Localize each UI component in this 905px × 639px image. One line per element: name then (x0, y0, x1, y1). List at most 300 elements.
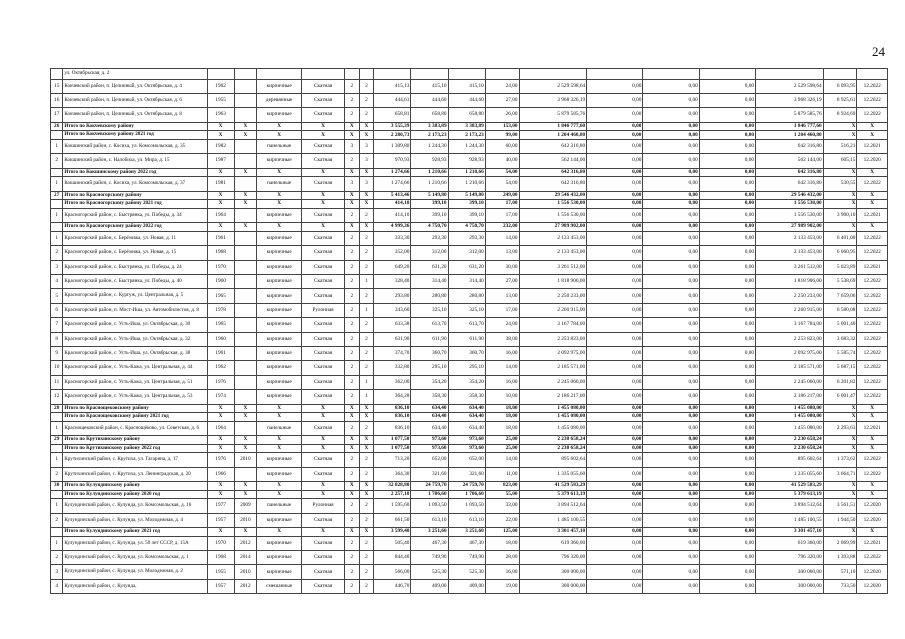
table-cell: 2 260 915,00 (756, 303, 824, 317)
table-cell: 2 (359, 231, 374, 245)
table-cell: 1 706,60 (411, 490, 448, 499)
table-cell: 6 401,00 (823, 231, 857, 245)
table-cell: панельные (257, 139, 302, 153)
table-cell: 24,00 (485, 79, 519, 93)
table-cell: Скатная (302, 208, 345, 222)
table-cell: 409,00 (448, 579, 485, 593)
table-cell (374, 69, 411, 80)
table-cell: X (359, 131, 374, 140)
table-cell: X (857, 122, 888, 131)
table-cell: X (257, 404, 302, 413)
table-cell: 2 (51, 551, 63, 565)
table-cell: X (257, 444, 302, 453)
table-cell: 0,00 (587, 565, 643, 579)
table-cell: 1 (51, 208, 63, 222)
table-cell: Скатная (302, 108, 345, 122)
table-cell: 525,30 (411, 565, 448, 579)
table-cell: 27,00 (485, 275, 519, 289)
table-cell: 0,00 (643, 579, 699, 593)
table-cell: 12.2021 (857, 536, 888, 550)
table-cell: X (302, 404, 345, 413)
table-cell: 2 (359, 565, 374, 579)
table-cell: 3 261 512,00 (756, 260, 824, 274)
table-cell: Скатная (302, 467, 345, 481)
table-cell: 0,00 (587, 177, 643, 191)
table-cell: 12.2022 (857, 231, 888, 245)
table-cell: 571,10 (823, 565, 857, 579)
table-cell: 2012 (234, 579, 257, 593)
table-cell: 314,40 (448, 275, 485, 289)
table-cell: Красногорский район, с. Усть-Иша, ул. Октябрьская, д. 38 (63, 347, 207, 361)
table-cell (823, 69, 857, 80)
table-cell: 562 144,00 (756, 154, 824, 168)
table-cell: 2 (344, 79, 359, 93)
table-cell: X (823, 131, 857, 140)
table-cell: Кокчевский район, п. Целинный, ул. Октябрьская, д. 6 (63, 93, 207, 107)
table-cell: 562 144,00 (519, 154, 587, 168)
table-cell: деревянные (257, 93, 302, 107)
table-cell: 3 (51, 565, 63, 579)
table-cell (234, 231, 257, 245)
table-cell: 0,00 (643, 131, 699, 140)
table-cell: X (302, 131, 345, 140)
year-subtotal-row (51, 413, 888, 422)
table-cell: кирпичные (257, 154, 302, 168)
table-cell: X (207, 436, 234, 445)
table-cell (234, 177, 257, 191)
table-cell: 658,80 (411, 108, 448, 122)
table-cell: 333,30 (374, 231, 411, 245)
table-cell: 2 (344, 390, 359, 404)
table-cell: 32 828,80 (374, 482, 411, 491)
table-cell: Скатная (302, 154, 345, 168)
table-cell: Кокшинский район, с. Налобиха, ул. Мира, д. 15 (63, 154, 207, 168)
table-cell: 5 149,80 (448, 191, 485, 200)
table-cell: 14,00 (485, 453, 519, 467)
table-cell: 1960 (207, 332, 234, 346)
table-cell (234, 361, 257, 375)
table-cell: 0,00 (699, 513, 755, 527)
table-cell: Кулундинский район, с. Кулунда, ул. 50 лет СССР, д. 15А (63, 536, 207, 550)
table-cell: 12.2020 (857, 499, 888, 513)
table-cell: 2 (359, 260, 374, 274)
table-cell: 0,00 (643, 413, 699, 422)
table-cell: 12.2022 (857, 453, 888, 467)
table-cell: 2 250 233,00 (519, 289, 587, 303)
table-cell: X (359, 168, 374, 177)
table-cell: X (344, 404, 359, 413)
table-cell: 3 (51, 260, 63, 274)
table-cell: X (857, 200, 888, 209)
table-cell: 1957 (207, 579, 234, 593)
table-cell: 1 335 055,60 (519, 467, 587, 481)
table-cell: 300 000,00 (756, 565, 824, 579)
table-row (51, 347, 888, 361)
table-cell: 2 (344, 579, 359, 593)
table-cell: 0,00 (699, 200, 755, 209)
table-cell: 12.2022 (857, 303, 888, 317)
table-cell: 0,00 (643, 246, 699, 260)
table-cell: 0,00 (699, 404, 755, 413)
table-cell: 1970 (207, 536, 234, 550)
table-cell: 1 210,66 (448, 177, 485, 191)
table-cell: X (207, 200, 234, 209)
table-cell (51, 490, 63, 499)
table-cell: 27 989 902,00 (756, 223, 824, 232)
table-cell: 0,00 (699, 191, 755, 200)
table-cell: 0,00 (643, 79, 699, 93)
table-cell: 22,00 (485, 513, 519, 527)
table-cell (234, 375, 257, 389)
table-row (51, 154, 888, 168)
table-cell: 12.2022 (857, 375, 888, 389)
table-cell: 0,00 (587, 453, 643, 467)
table-cell (51, 131, 63, 140)
table-cell: 0,00 (587, 79, 643, 93)
table-cell: 300 000,00 (519, 565, 587, 579)
table-cell: 29 546 432,00 (519, 191, 587, 200)
table-cell: 293,30 (411, 231, 448, 245)
table-cell: Кулундинский район, с. Кулунда, (63, 579, 207, 593)
table-cell: 844,40 (374, 551, 411, 565)
table-cell: 0,00 (699, 275, 755, 289)
table-cell: 0,00 (643, 482, 699, 491)
table-cell: 352,00 (374, 246, 411, 260)
table-cell: 364,28 (374, 390, 411, 404)
table-cell: 0,00 (587, 579, 643, 593)
table-cell: 444,61 (374, 93, 411, 107)
table-cell: 2 (344, 361, 359, 375)
table-cell (51, 69, 63, 80)
table-cell: 2 (344, 536, 359, 550)
table-cell: X (257, 482, 302, 491)
table-cell: 0,00 (587, 303, 643, 317)
table-cell: 3 (359, 139, 374, 153)
table-cell: 293,30 (448, 231, 485, 245)
table-row (51, 108, 888, 122)
table-cell (234, 421, 257, 435)
table-cell: Скатная (302, 390, 345, 404)
table-cell: Итого по Краснощековскому району (63, 404, 207, 413)
table-cell: Красногорский район, с. Усть-Иша, ул. Октябрьская, д. 30 (63, 318, 207, 332)
table-cell: 5 879 585,76 (519, 108, 587, 122)
table-cell: 358,30 (448, 390, 485, 404)
table-cell: Скатная (302, 361, 345, 375)
table-cell: 1965 (207, 318, 234, 332)
table-cell: Итого по Краснощековскому району 2021 год (63, 413, 207, 422)
table-cell: 12 (51, 390, 63, 404)
table-cell: 631,20 (411, 260, 448, 274)
table-cell: 5 413,46 (374, 191, 411, 200)
table-cell: 16,00 (485, 375, 519, 389)
table-cell: 0,00 (699, 93, 755, 107)
table-cell: 4 750,70 (411, 223, 448, 232)
table-cell: 634,40 (448, 421, 485, 435)
table-cell: 1974 (207, 390, 234, 404)
table-cell: X (823, 490, 857, 499)
table-cell: 12.2022 (857, 390, 888, 404)
table-cell: 0,00 (699, 551, 755, 565)
table-cell: 3 599,40 (374, 528, 411, 537)
table-cell (234, 347, 257, 361)
table-cell: 293,80 (374, 289, 411, 303)
table-cell: 18,00 (485, 421, 519, 435)
table-cell: X (857, 404, 888, 413)
table-cell: 2 (344, 246, 359, 260)
table-cell: 1 706,60 (448, 490, 485, 499)
table-cell: Кулундинский район, с. Кулунда, ул. Комсомольская, д. 16 (63, 499, 207, 513)
table-cell: кирпичные (257, 536, 302, 550)
table-cell: X (234, 482, 257, 491)
table-cell: 642 316,80 (519, 177, 587, 191)
table-cell: X (302, 168, 345, 177)
table-cell: 613,70 (411, 318, 448, 332)
table-cell: 1 455 080,00 (519, 404, 587, 413)
table-cell: 2 (359, 332, 374, 346)
table-cell: 3 968 326,19 (756, 93, 824, 107)
table-cell: X (344, 191, 359, 200)
table-row (51, 208, 888, 222)
table-cell: 0,00 (587, 318, 643, 332)
table-cell: 1 210,66 (411, 177, 448, 191)
table-cell: 9 (51, 347, 63, 361)
table-cell: 409,00 (411, 579, 448, 593)
district-total-row (51, 404, 888, 413)
table-row (51, 93, 888, 107)
table-cell: 2 (51, 154, 63, 168)
table-cell: 4 750,70 (448, 223, 485, 232)
table-cell: 0,00 (587, 231, 643, 245)
table-cell: 0,00 (699, 289, 755, 303)
table-cell: 2 253 823,00 (756, 332, 824, 346)
table-cell (207, 69, 234, 80)
table-cell: X (344, 413, 359, 422)
table-cell: кирпичные (257, 565, 302, 579)
table-cell: 12.2022 (857, 289, 888, 303)
table-row (51, 551, 888, 565)
table-cell: кирпичные (257, 551, 302, 565)
table-cell: 467,30 (411, 536, 448, 550)
table-cell: 0,00 (699, 79, 755, 93)
table-cell: 3 683,32 (823, 332, 857, 346)
table-cell: 0,00 (587, 436, 643, 445)
table-cell: X (257, 131, 302, 140)
table-cell: 613,10 (448, 513, 485, 527)
table-cell: X (344, 131, 359, 140)
table-cell: 652,00 (448, 453, 485, 467)
table-cell: 1981 (207, 177, 234, 191)
table-cell: 642 316,80 (519, 139, 587, 153)
table-cell: 0,00 (699, 467, 755, 481)
table-cell: 713,20 (374, 453, 411, 467)
table-cell: Кокчевский район, п. Целинный, ул. Октябрьская, д. 4 (63, 79, 207, 93)
table-cell: Итого по Красногорскому району 2021 год (63, 200, 207, 209)
table-cell: 399,10 (411, 200, 448, 209)
table-cell (257, 69, 302, 80)
table-cell: 0,00 (699, 139, 755, 153)
table-cell: 2 (344, 453, 359, 467)
table-cell: 414,10 (374, 208, 411, 222)
table-cell: 354,20 (411, 375, 448, 389)
table-cell: 0,00 (699, 579, 755, 593)
table-cell: X (359, 528, 374, 537)
table-cell: 1960 (207, 275, 234, 289)
table-cell: X (857, 528, 888, 537)
table-row (51, 499, 888, 513)
table-cell: 153,00 (485, 122, 519, 131)
table-cell (234, 332, 257, 346)
table-cell: 2 245 060,00 (519, 375, 587, 389)
table-cell: 1 485 100,55 (756, 513, 824, 527)
table-row (51, 375, 888, 389)
table-cell: X (302, 122, 345, 131)
table-cell: 0,00 (587, 208, 643, 222)
table-cell: X (257, 528, 302, 537)
table-cell: 2 (359, 79, 374, 93)
table-cell: 11,00 (485, 467, 519, 481)
table-cell: Красногорский район, с. Берёзовка, ул. Новая, д. 15 (63, 246, 207, 260)
table-cell: X (302, 444, 345, 453)
table-cell: 3 383,89 (448, 122, 485, 131)
table-cell: 0,00 (587, 361, 643, 375)
table-cell: 0,00 (699, 453, 755, 467)
table-cell: 12.2022 (857, 347, 888, 361)
table-cell: 634,40 (411, 413, 448, 422)
table-cell: 0,00 (643, 390, 699, 404)
table-cell: 611,90 (448, 332, 485, 346)
table-cell: X (234, 404, 257, 413)
table-cell: 2 092 975,00 (756, 347, 824, 361)
table-cell: 619 360,00 (519, 536, 587, 550)
table-cell: 1 (51, 177, 63, 191)
table-cell: 619 360,00 (756, 536, 824, 550)
table-cell: 2 133 453,00 (519, 246, 587, 260)
table-cell (857, 69, 888, 80)
table-cell: 16 (51, 93, 63, 107)
table-cell: X (823, 168, 857, 177)
table-cell: 2 (359, 318, 374, 332)
table-cell (234, 79, 257, 93)
table-cell: 12.2022 (857, 93, 888, 107)
table-cell: Итого по Кулундинскому району (63, 482, 207, 491)
table-cell: 54,00 (485, 168, 519, 177)
table-cell: X (257, 413, 302, 422)
table-cell: 12.2022 (857, 275, 888, 289)
table-cell: 0,00 (643, 536, 699, 550)
table-cell: 1 077,50 (374, 444, 411, 453)
table-cell: 29 546 432,00 (756, 191, 824, 200)
table-cell: 2 185 571,00 (519, 361, 587, 375)
table-cell: 16,00 (485, 347, 519, 361)
table-cell: 0,00 (699, 499, 755, 513)
table-cell: X (344, 444, 359, 453)
table-cell: Скатная (302, 246, 345, 260)
table-cell: X (234, 168, 257, 177)
table-cell: 12.2022 (857, 246, 888, 260)
table-cell: X (234, 490, 257, 499)
year-subtotal-row (51, 200, 888, 209)
table-cell: 1957 (207, 513, 234, 527)
table-cell: 358,30 (411, 390, 448, 404)
table-row (51, 289, 888, 303)
table-cell: панельные (257, 499, 302, 513)
table-cell: 0,00 (643, 375, 699, 389)
table-cell: 0,00 (587, 191, 643, 200)
year-subtotal-row (51, 528, 888, 537)
table-cell: 12.2022 (857, 79, 888, 93)
table-cell: 2 (344, 231, 359, 245)
table-cell: X (257, 122, 302, 131)
table-cell: 1 485 100,55 (519, 513, 587, 527)
table-cell: 27 (51, 191, 63, 200)
table-cell: 0,00 (699, 565, 755, 579)
table-cell: 895 602,64 (519, 453, 587, 467)
table-row (51, 231, 888, 245)
table-cell: 658,81 (374, 108, 411, 122)
table-cell: 1 (359, 303, 374, 317)
table-cell: 2 (359, 289, 374, 303)
table-cell: 642 316,80 (519, 168, 587, 177)
table-cell: 40,00 (485, 154, 519, 168)
table-cell (51, 168, 63, 177)
table-cell: 19,00 (485, 579, 519, 593)
table-cell: 3 261 512,00 (519, 260, 587, 274)
table-cell: 0,00 (643, 108, 699, 122)
table-cell: X (857, 168, 888, 177)
table-cell: Итого по Кокшинскому району 2022 год (63, 168, 207, 177)
table-cell: Красногорский район, с. Кургуж, ул. Центральная, д. 5 (63, 289, 207, 303)
table-cell: 2 257,10 (374, 490, 411, 499)
page-number: 24 (872, 44, 885, 59)
table-cell: X (302, 223, 345, 232)
table-cell: 10,00 (485, 390, 519, 404)
table-cell: Скатная (302, 421, 345, 435)
table-cell: X (302, 436, 345, 445)
table-cell: 2 (359, 579, 374, 593)
table-cell: Красногорский район, с. Усть-Кажа, ул. Центральная, д. 53 (63, 390, 207, 404)
table-cell: 295,10 (411, 361, 448, 375)
table-cell: 2 173,23 (448, 131, 485, 140)
table-cell: 749,90 (448, 551, 485, 565)
table-cell: 1 556 530,00 (756, 208, 824, 222)
table-cell: 300 000,00 (756, 579, 824, 593)
table-cell: 2 185 571,00 (756, 361, 824, 375)
table-cell: 0,00 (643, 303, 699, 317)
table-cell: 0,00 (643, 565, 699, 579)
table-cell: 0,00 (699, 108, 755, 122)
table-cell: Скатная (302, 93, 345, 107)
table-cell: 3 664,71 (823, 467, 857, 481)
table-cell: 2 (359, 93, 374, 107)
table-cell: 0,00 (643, 231, 699, 245)
table-cell: 444,60 (411, 93, 448, 107)
table-cell: 41 529 583,29 (519, 482, 587, 491)
table-cell: 1 (51, 231, 63, 245)
table-cell: 295,10 (448, 361, 485, 375)
table-cell: 12.2020 (857, 565, 888, 579)
table-cell: 5 023,89 (823, 260, 857, 274)
table-cell: 973,60 (411, 444, 448, 453)
table-cell (234, 139, 257, 153)
table-cell: 530,55 (823, 177, 857, 191)
table-cell: 415,10 (411, 79, 448, 93)
table-cell: 12.2021 (857, 421, 888, 435)
table-cell: 895 602,64 (756, 453, 824, 467)
table-cell: 399,10 (411, 208, 448, 222)
table-cell: 0,00 (643, 122, 699, 131)
table-cell: 0,00 (699, 318, 755, 332)
table-cell: 1 556 530,00 (519, 200, 587, 209)
